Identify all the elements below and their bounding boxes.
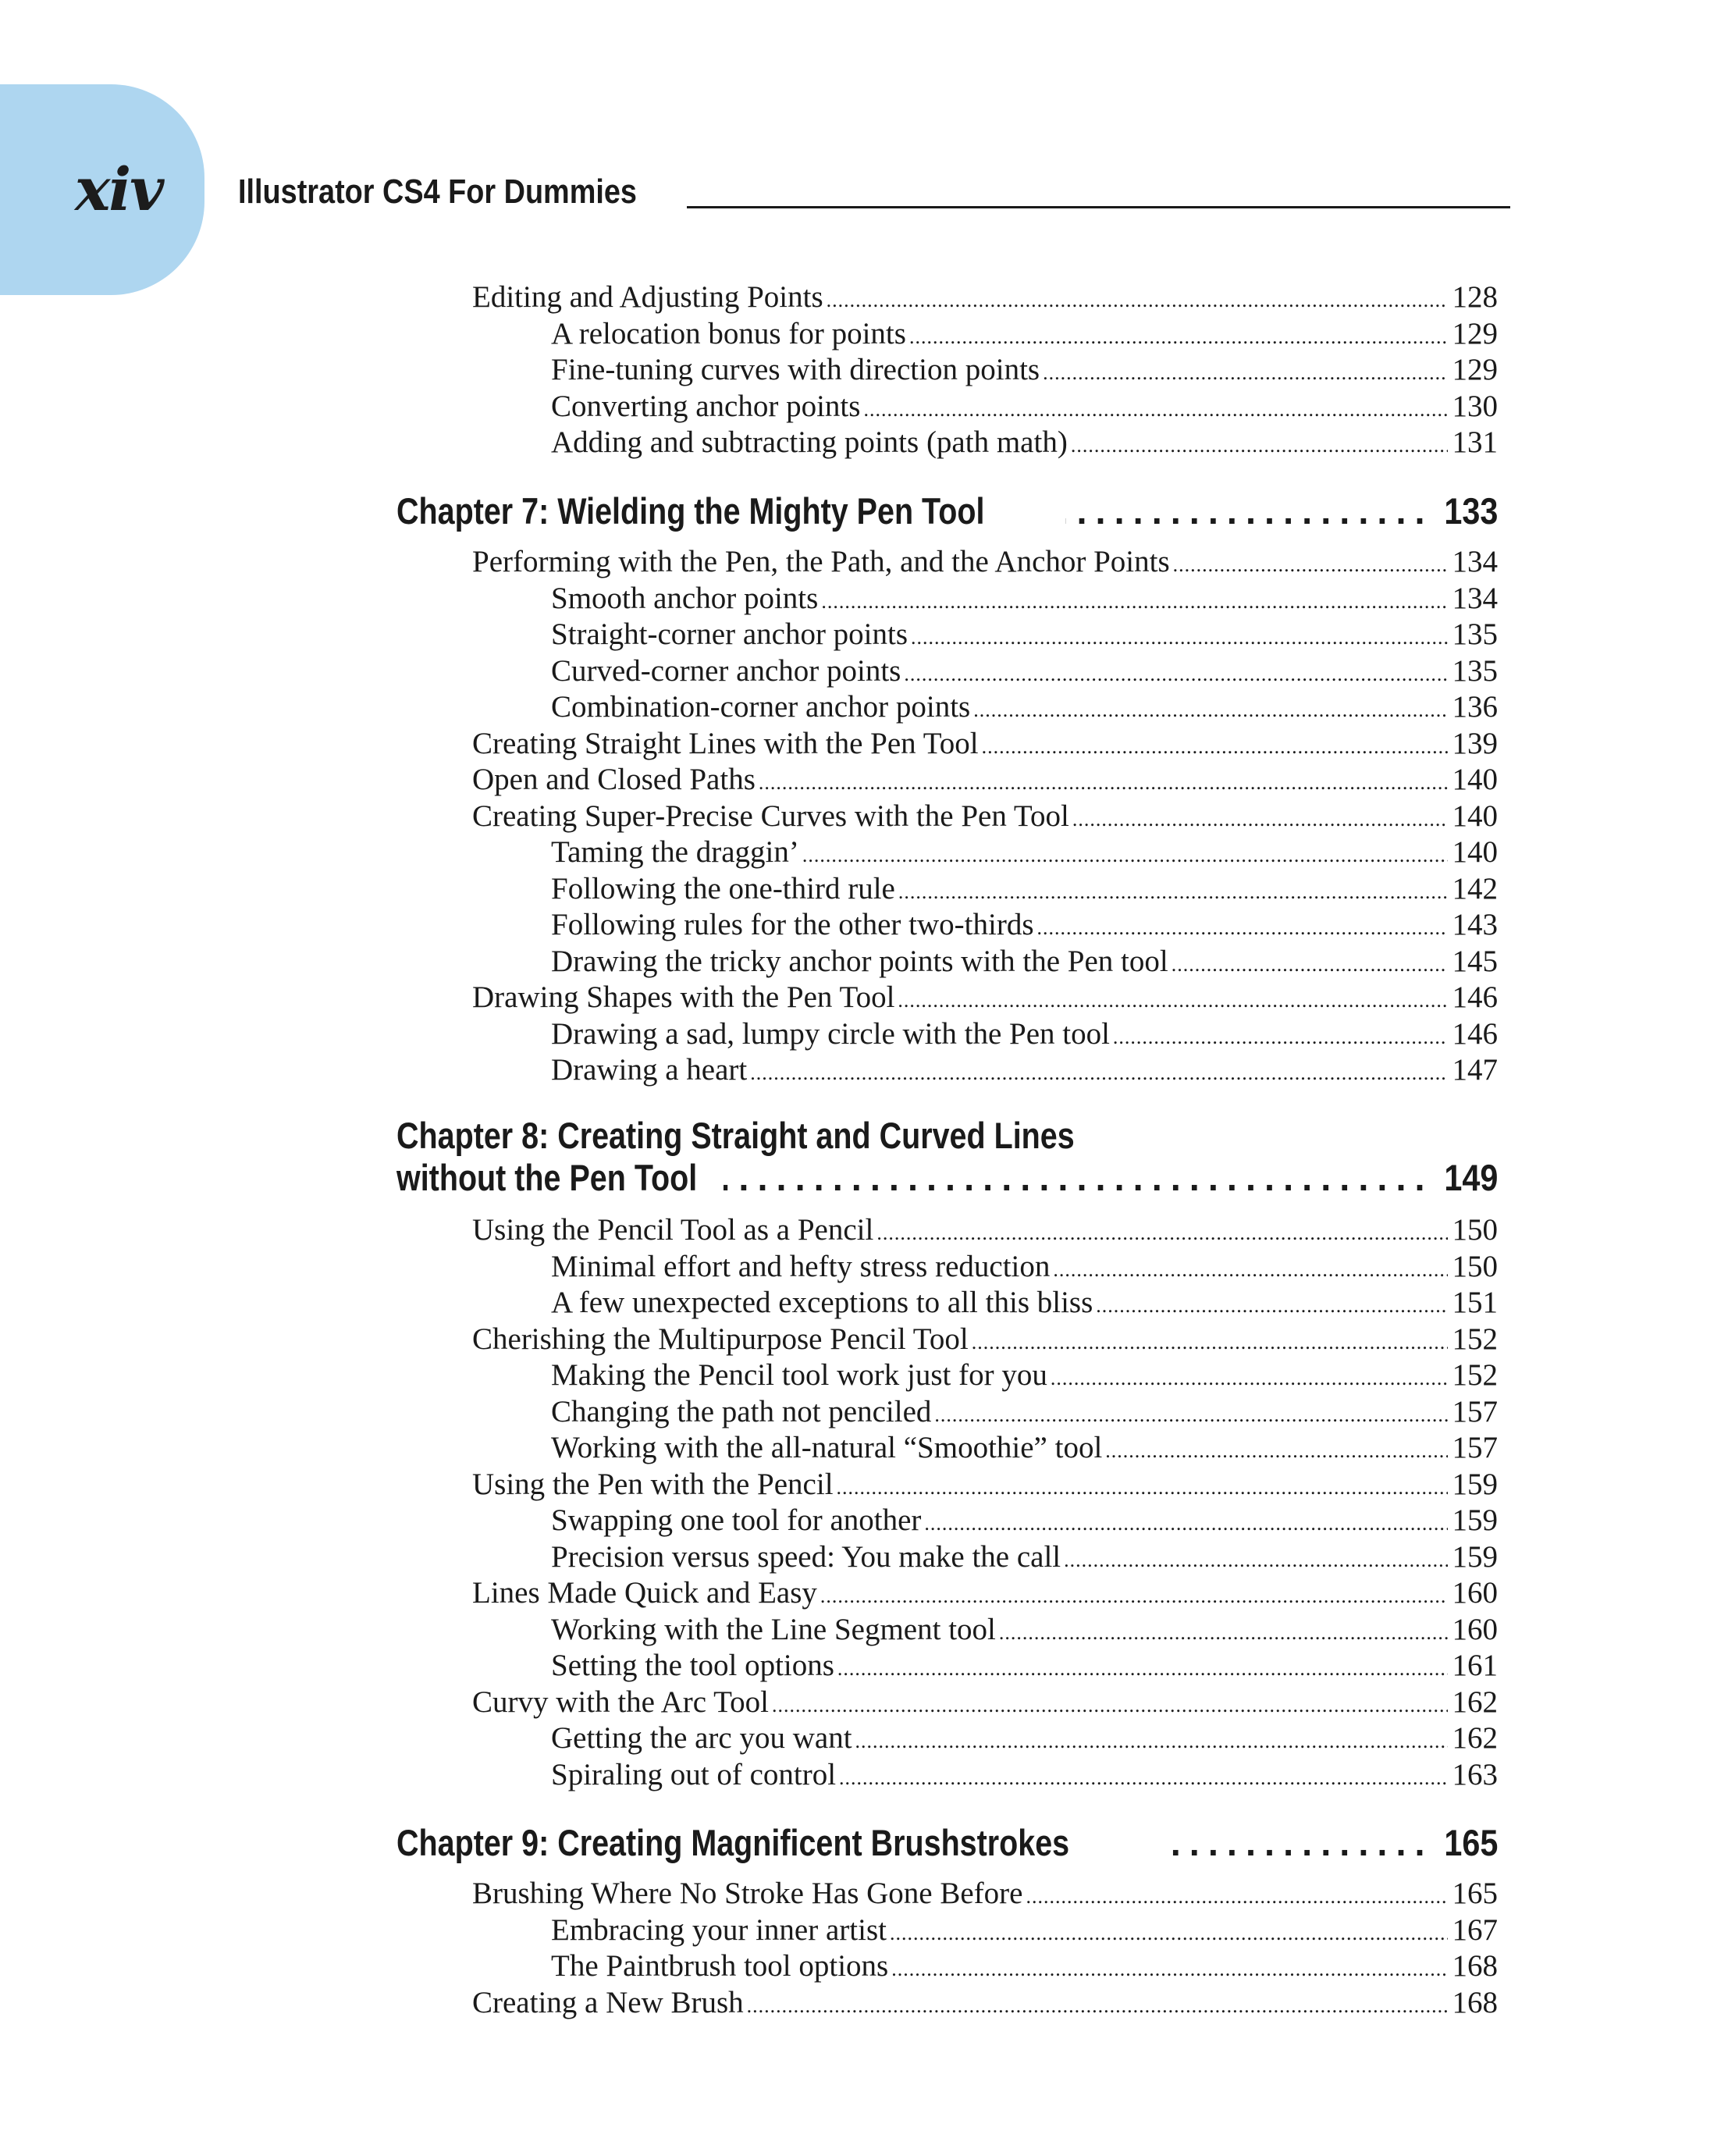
toc-subsection-entry [551, 871, 1498, 910]
toc-entry-title: A few unexpected exceptions to all this bliss [551, 1286, 1093, 1319]
toc-entry-page: 160 [1452, 1612, 1498, 1646]
toc-entry-title: Minimal effort and hefty stress reduction [551, 1249, 1051, 1283]
toc-subsection-entry [551, 1394, 1498, 1433]
toc-section-entry [472, 980, 1498, 1019]
toc-entry-page: 129 [1452, 316, 1498, 350]
toc-entry-title: Creating Straight Lines with the Pen Tool [472, 726, 979, 760]
chapter-title-line-2: without the Pen Tool [396, 1157, 698, 1198]
dot-leader [772, 1688, 1447, 1724]
toc-entry-page: 159 [1452, 1467, 1498, 1501]
toc-entry-page: 160 [1452, 1576, 1498, 1610]
toc-entry-page: 167 [1452, 1912, 1498, 1947]
toc-section-entry [472, 279, 1498, 318]
toc-entry-page: 139 [1452, 726, 1498, 760]
toc-entry-title: Combination-corner anchor points [551, 690, 971, 724]
dot-leader [972, 1325, 1448, 1361]
toc-entry-page: 146 [1452, 980, 1498, 1014]
dot-leader [1051, 1361, 1448, 1396]
toc-entry-page: 159 [1452, 1503, 1498, 1537]
dot-leader [837, 1470, 1448, 1506]
toc-section-entry [472, 762, 1498, 801]
toc-entry-title: Setting the tool options [551, 1649, 834, 1682]
toc-subsection-entry [551, 617, 1498, 656]
toc-section-entry [472, 1685, 1498, 1724]
toc-entry-page: 162 [1452, 1685, 1498, 1719]
toc-entry-title: Drawing the tricky anchor points with the Pen tool [551, 944, 1168, 978]
toc-entry-page: 157 [1452, 1394, 1498, 1428]
toc-entry-title: Using the Pen with the Pencil [472, 1467, 834, 1501]
toc-entry-page: 151 [1452, 1286, 1498, 1319]
toc-subsection-entry [551, 1648, 1498, 1687]
chapter-title-line-1: Chapter 8: Creating Straight and Curved Lines [396, 1115, 1075, 1156]
toc-section-entry [472, 726, 1498, 765]
toc-subsection-entry [551, 1052, 1498, 1091]
dot-leader [724, 1157, 1434, 1199]
dot-leader [1096, 1288, 1447, 1324]
toc-subsection-entry [551, 653, 1498, 692]
dot-leader [802, 838, 1448, 873]
toc-entry-page: 128 [1452, 280, 1498, 314]
toc-entry-page: 162 [1452, 1721, 1498, 1755]
toc-entry-page: 152 [1452, 1322, 1498, 1356]
dot-leader [1113, 1019, 1448, 1055]
toc-entry-page: 131 [1452, 425, 1498, 459]
toc-subsection-entry [551, 1285, 1498, 1324]
dot-leader [759, 765, 1448, 801]
chapter-page: 133 [1443, 490, 1498, 532]
toc-subsection-entry [551, 1757, 1498, 1796]
toc-entry-title: Creating Super-Precise Curves with the Pen Tool [472, 799, 1069, 833]
toc-entry-page: 140 [1452, 763, 1498, 796]
header-rule [687, 206, 1510, 208]
toc-entry-title: Adding and subtracting points (path math) [551, 425, 1068, 459]
dot-leader [934, 1397, 1447, 1433]
running-head: Illustrator CS4 For Dummies [238, 173, 637, 211]
toc-entry-title: Open and Closed Paths [472, 763, 756, 796]
toc-entry-title: Converting anchor points [551, 389, 861, 423]
dot-leader [924, 1506, 1447, 1542]
toc-entry-page: 142 [1452, 871, 1498, 905]
toc-subsection-entry [551, 944, 1498, 983]
chapter-heading [396, 1822, 1498, 1864]
toc-subsection-entry [551, 425, 1498, 464]
toc-entry-page: 168 [1452, 1949, 1498, 1983]
toc-entry-title: Following rules for the other two-thirds [551, 908, 1034, 941]
toc-entry-title: Brushing Where No Stroke Has Gone Before [472, 1877, 1023, 1910]
dot-leader [821, 584, 1447, 620]
toc-subsection-entry [551, 1948, 1498, 1987]
toc-subsection-entry [551, 834, 1498, 873]
toc-subsection-entry [551, 1612, 1498, 1651]
chapter-page: 165 [1443, 1822, 1498, 1863]
chapter-title: Chapter 9: Creating Magnificent Brushstrokes [396, 1822, 1070, 1863]
toc-entry-page: 135 [1452, 617, 1498, 651]
dot-leader [750, 1055, 1447, 1091]
dot-leader [898, 983, 1447, 1019]
page-number: xiv [75, 155, 163, 224]
toc-subsection-entry [551, 1249, 1498, 1288]
toc-section-entry [472, 1876, 1498, 1915]
toc-entry-page: 161 [1452, 1649, 1498, 1682]
dot-leader [837, 1651, 1448, 1687]
dot-leader [1064, 1542, 1447, 1578]
dot-leader [1105, 1433, 1447, 1469]
toc-entry-title: Curvy with the Arc Tool [472, 1685, 770, 1719]
toc-entry-title: Working with the Line Segment tool [551, 1612, 996, 1646]
chapter-heading [396, 490, 1498, 532]
dot-leader [898, 874, 1448, 910]
toc-section-entry [472, 1467, 1498, 1506]
toc-entry-page: 143 [1452, 908, 1498, 941]
toc-entry-title: Drawing a heart [551, 1053, 748, 1087]
toc-entry-title: Smooth anchor points [551, 581, 819, 615]
toc-entry-title: Getting the arc you want [551, 1721, 852, 1755]
toc-entry-title: Taming the draggin’ [551, 835, 799, 869]
dot-leader [839, 1760, 1447, 1796]
toc-subsection-entry [551, 316, 1498, 355]
toc-subsection-entry [551, 1720, 1498, 1759]
toc-subsection-entry [551, 352, 1498, 391]
toc-subsection-entry [551, 1503, 1498, 1542]
toc-subsection-entry [551, 689, 1498, 728]
dot-leader [1172, 947, 1448, 983]
toc-entry-page: 129 [1452, 353, 1498, 386]
toc-entry-title: Straight-corner anchor points [551, 617, 908, 651]
toc-entry-page: 135 [1452, 653, 1498, 688]
toc-entry-page: 157 [1452, 1431, 1498, 1464]
toc-entry-title: Following the one-third rule [551, 871, 895, 905]
chapter-title: Chapter 7: Wielding the Mighty Pen Tool [396, 490, 985, 532]
toc-entry-page: 136 [1452, 690, 1498, 724]
toc-subsection-entry [551, 1016, 1498, 1055]
toc-entry-title: Spiraling out of control [551, 1757, 837, 1791]
toc-entry-page: 145 [1452, 944, 1498, 978]
toc-subsection-entry [551, 581, 1498, 620]
dot-leader [1065, 490, 1434, 532]
toc-section-entry [472, 544, 1498, 583]
toc-subsection-entry [551, 907, 1498, 946]
toc-entry-page: 168 [1452, 1985, 1498, 2019]
toc-entry-page: 165 [1452, 1877, 1498, 1910]
dot-leader [1072, 802, 1448, 838]
toc-entry-title: Working with the all-natural “Smoothie” tool [551, 1431, 1103, 1464]
dot-leader [1166, 1822, 1433, 1864]
dot-leader [827, 283, 1448, 318]
toc-entry-page: 152 [1452, 1358, 1498, 1392]
toc-entry-title: The Paintbrush tool options [551, 1949, 889, 1983]
toc-entry-page: 134 [1452, 545, 1498, 578]
dot-leader [904, 656, 1447, 692]
dot-leader [909, 319, 1448, 355]
dot-leader [855, 1724, 1448, 1759]
toc-entry-title: Fine-tuning curves with direction points [551, 353, 1040, 386]
dot-leader [1037, 910, 1448, 946]
toc-entry-page: 140 [1452, 799, 1498, 833]
toc-entry-title: Creating a New Brush [472, 1985, 744, 2019]
toc-entry-page: 147 [1452, 1053, 1498, 1087]
toc-entry-title: Performing with the Pen, the Path, and the Anchor Points [472, 545, 1170, 578]
toc-entry-title: Using the Pencil Tool as a Pencil [472, 1213, 874, 1247]
toc-entry-page: 146 [1452, 1016, 1498, 1051]
toc-section-entry [472, 1322, 1498, 1361]
dot-leader [911, 620, 1447, 656]
dot-leader [1071, 428, 1448, 464]
dot-leader [747, 1988, 1448, 2024]
dot-leader [890, 1916, 1448, 1951]
toc-entry-title: Changing the path not penciled [551, 1394, 932, 1428]
toc-entry-title: Making the Pencil tool work just for you [551, 1358, 1047, 1392]
toc-entry-title: Swapping one tool for another [551, 1503, 922, 1537]
toc-section-entry [472, 1575, 1498, 1614]
dot-leader [1053, 1252, 1447, 1288]
toc-entry-title: Lines Made Quick and Easy [472, 1576, 817, 1610]
toc-entry-title: Drawing a sad, lumpy circle with the Pen tool [551, 1016, 1110, 1051]
chapter-page: 149 [1443, 1157, 1498, 1198]
dot-leader [820, 1578, 1448, 1614]
toc-entry-title: A relocation bonus for points [551, 316, 906, 350]
toc-entry-page: 130 [1452, 389, 1498, 423]
dot-leader [1173, 547, 1448, 583]
chapter-heading [396, 1115, 1498, 1199]
toc-subsection-entry [551, 1357, 1498, 1396]
toc-entry-title: Cherishing the Multipurpose Pencil Tool [472, 1322, 969, 1356]
toc-entry-page: 150 [1452, 1213, 1498, 1247]
toc-entry-page: 140 [1452, 835, 1498, 869]
dot-leader [876, 1215, 1447, 1251]
dot-leader [863, 392, 1447, 428]
toc-entry-title: Curved-corner anchor points [551, 653, 901, 688]
toc-entry-title: Drawing Shapes with the Pen Tool [472, 980, 895, 1014]
toc-entry-page: 134 [1452, 581, 1498, 615]
toc-entry-page: 150 [1452, 1249, 1498, 1283]
toc-subsection-entry [551, 1912, 1498, 1951]
dot-leader [982, 729, 1448, 765]
toc-entry-title: Editing and Adjusting Points [472, 280, 823, 314]
toc-subsection-entry [551, 1430, 1498, 1469]
toc-subsection-entry [551, 389, 1498, 428]
dot-leader [1043, 355, 1447, 391]
toc-section-entry [472, 799, 1498, 838]
dot-leader [973, 692, 1447, 728]
toc-entry-title: Embracing your inner artist [551, 1912, 887, 1947]
toc-entry-page: 163 [1452, 1757, 1498, 1791]
dot-leader [891, 1951, 1447, 1987]
toc-subsection-entry [551, 1539, 1498, 1578]
dot-leader [999, 1615, 1448, 1651]
dot-leader [1026, 1879, 1447, 1915]
toc-section-entry [472, 1985, 1498, 2024]
toc-section-entry [472, 1212, 1498, 1251]
toc-entry-title: Precision versus speed: You make the call [551, 1539, 1061, 1574]
toc-entry-page: 159 [1452, 1539, 1498, 1574]
